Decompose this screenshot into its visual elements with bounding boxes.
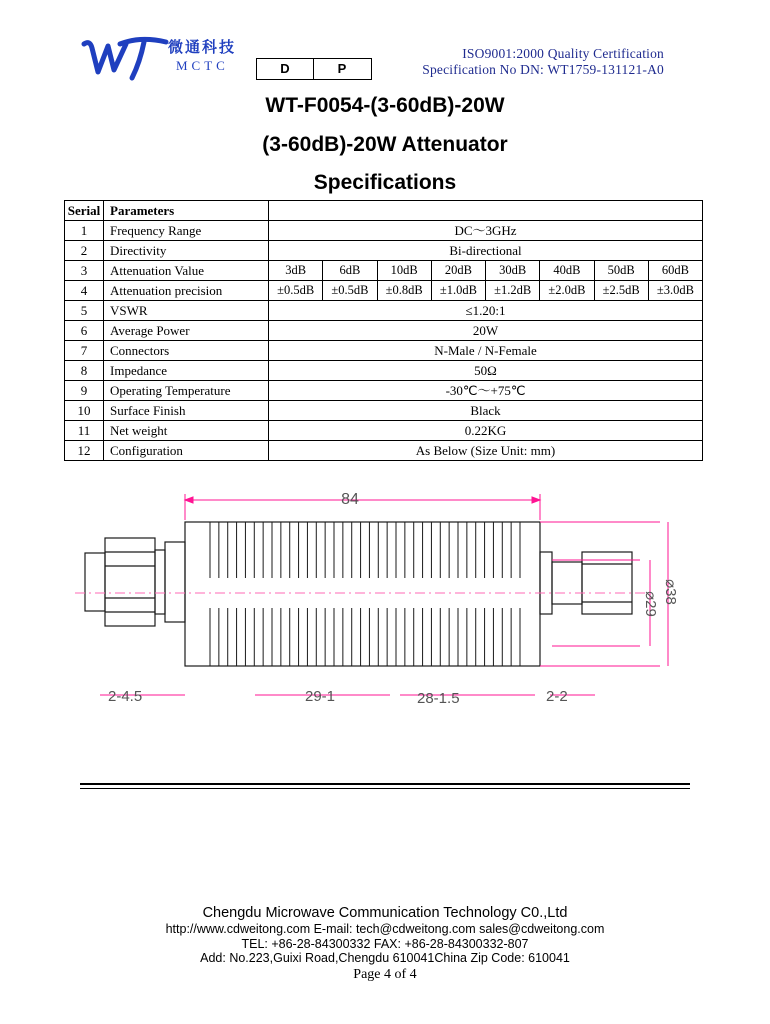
row-param: Operating Temperature [104,381,269,401]
row-param: Connectors [104,341,269,361]
precision-cell: ±1.0dB [431,281,485,301]
row-number: 10 [65,401,104,421]
row-number: 4 [65,281,104,301]
precision-cell: ±2.0dB [540,281,594,301]
row-param: Impedance [104,361,269,381]
table-row [65,281,703,301]
row-param: Average Power [104,321,269,341]
attenuation-cell: 40dB [540,261,594,281]
row-value: ≤1.20:1 [269,301,703,321]
product-title: (3-60dB)-20W Attenuator [262,133,508,156]
row-value: -30℃～+75℃ [269,381,703,401]
company-logo [80,34,250,82]
row-number: 12 [65,441,104,461]
dim-d-label: 2-2 [546,688,568,705]
footer-web-email: http://www.cdweitong.com E-mail: tech@cdweitong.com sales@cdweitong.com [165,922,605,936]
row-param: VSWR [104,301,269,321]
row-param: Surface Finish [104,401,269,421]
row-param: Frequency Range [104,221,269,241]
col-serial-header: Serial [65,201,104,221]
attenuation-cell: 50dB [594,261,648,281]
row-number: 7 [65,341,104,361]
row-value: 0.22KG [269,421,703,441]
header-empty-cell [269,201,703,221]
row-param: Net weight [104,421,269,441]
dim-d29-label: ⌀29 [642,591,659,617]
row-value: Black [269,401,703,421]
precision-cell: ±3.0dB [648,281,702,301]
dim-d38-label: ⌀38 [662,579,679,605]
attenuation-cell: 20dB [431,261,485,281]
separator-line [80,783,690,785]
row-number: 6 [65,321,104,341]
table-row [65,441,703,461]
doc-box-d: D [256,58,314,80]
separator-line [80,788,690,789]
table-row [65,301,703,321]
footer-company: Chengdu Microwave Communication Technology C0.,Ltd [202,905,568,921]
table-row [65,401,703,421]
row-value: DC～3GHz [269,221,703,241]
table-row [65,321,703,341]
row-value: 20W [269,321,703,341]
attenuation-cell: 3dB [269,261,323,281]
footer-tel-fax: TEL: +86-28-84300332 FAX: +86-28-84300332-807 [241,937,529,951]
attenuation-cell: 30dB [486,261,540,281]
logo-cn-text: 微通科技 [168,40,237,56]
row-number: 3 [65,261,104,281]
cooling-fins [210,522,520,666]
logo-en-text: MCTC [176,58,229,73]
dim-length-label: 84 [341,491,359,508]
drawing-outline [85,522,632,666]
col-params-header: Parameters [104,201,269,221]
precision-cell: ±0.5dB [323,281,377,301]
table-header-row [65,201,703,221]
dim-c-label: 28-1.5 [417,690,460,707]
row-value: As Below (Size Unit: mm) [269,441,703,461]
row-value: N-Male / N-Female [269,341,703,361]
row-number: 2 [65,241,104,261]
table-row [65,261,703,281]
dim-b-label: 29-1 [305,688,336,705]
spec-table [64,200,703,461]
precision-cell: ±0.8dB [377,281,431,301]
attenuation-cell: 6dB [323,261,377,281]
table-row [65,361,703,381]
dim-a-label: 2-4.5 [108,688,143,705]
precision-cell: ±2.5dB [594,281,648,301]
section-title: Specifications [313,171,457,194]
table-row [65,241,703,261]
table-row [65,221,703,241]
row-value: Bi-directional [269,241,703,261]
attenuation-cell: 60dB [648,261,702,281]
row-number: 8 [65,361,104,381]
row-number: 5 [65,301,104,321]
page-number: Page 4 of 4 [353,967,417,982]
table-row [65,421,703,441]
row-number: 11 [65,421,104,441]
row-number: 1 [65,221,104,241]
attenuation-cell: 10dB [377,261,431,281]
row-number: 9 [65,381,104,401]
precision-cell: ±0.5dB [269,281,323,301]
footer-address: Add: No.223,Guixi Road,Chengdu 610041China Zip Code: 610041 [200,951,570,965]
row-param: Directivity [104,241,269,261]
row-param: Attenuation Value [104,261,269,281]
precision-cell: ±1.2dB [486,281,540,301]
spec-number: Specification No DN: WT1759-131121-A0 [422,62,664,77]
row-param: Configuration [104,441,269,461]
model-title: WT-F0054-(3-60dB)-20W [265,94,505,117]
attenuator-drawing [60,480,700,710]
row-param: Attenuation precision [104,281,269,301]
row-value: 50Ω [269,361,703,381]
doc-box-p: P [313,58,372,80]
table-row [65,341,703,361]
certification-text: ISO9001:2000 Quality Certification [462,46,664,61]
table-row [65,381,703,401]
